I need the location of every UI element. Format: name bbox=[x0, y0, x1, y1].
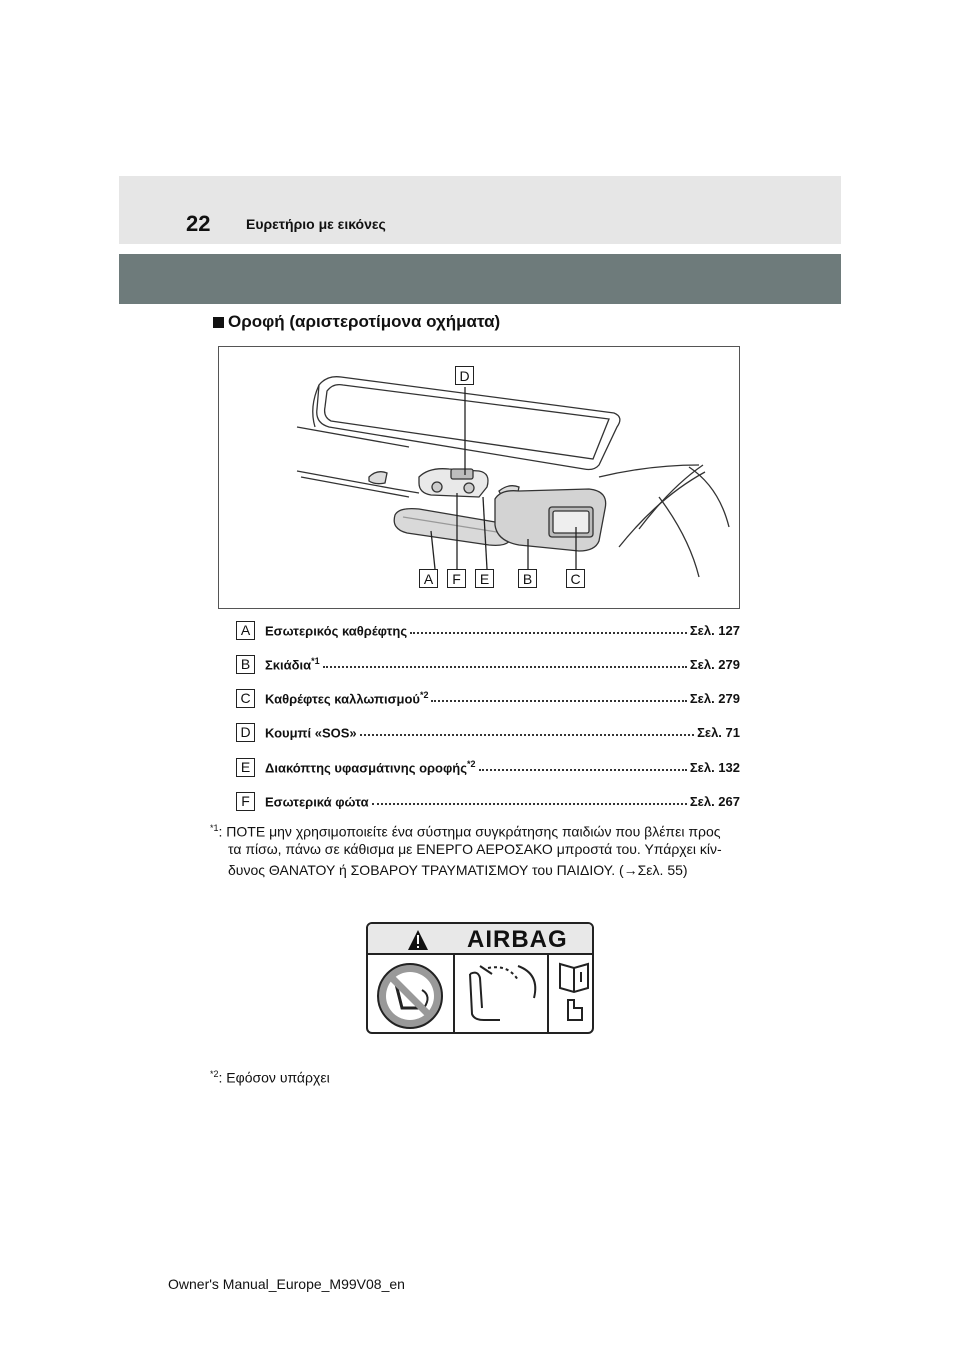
legend-row bbox=[236, 756, 740, 778]
dot-leader bbox=[479, 759, 687, 771]
callout-d: D bbox=[455, 366, 474, 385]
no-rear-facing-child-seat-icon bbox=[378, 964, 442, 1028]
section-band bbox=[119, 254, 841, 304]
footnote-line: : ΠΟΤΕ μην χρησιμοποιείτε ένα σύστημα συγκράτησης παιδιών που βλέπει προς bbox=[218, 823, 721, 840]
legend-page-ref[interactable]: Σελ. 71 bbox=[697, 724, 740, 740]
callout-f: F bbox=[447, 569, 466, 588]
dot-leader bbox=[372, 793, 687, 805]
warning-triangle-icon bbox=[408, 930, 428, 950]
footer-manual-id: Owner's Manual_Europe_M99V08_en bbox=[168, 1276, 405, 1292]
legend-row bbox=[236, 721, 740, 743]
dot-leader bbox=[323, 656, 687, 668]
dot-leader bbox=[410, 622, 687, 634]
legend-label: Καθρέφτες καλλωπισμού$^{*2}$ bbox=[265, 689, 429, 707]
ceiling-figure bbox=[218, 346, 740, 609]
header-bar bbox=[119, 176, 841, 244]
callout-a: A bbox=[419, 569, 438, 588]
legend-page-ref[interactable]: Σελ. 279 bbox=[689, 656, 740, 672]
footnote-text: : Εφόσον υπάρχει bbox=[218, 1069, 330, 1086]
legend-page-ref[interactable]: Σελ. 127 bbox=[689, 622, 740, 638]
square-bullet-icon bbox=[213, 317, 224, 328]
legend-page-ref[interactable]: Σελ. 132 bbox=[689, 759, 740, 775]
legend-letter: D bbox=[236, 723, 255, 742]
legend-page-ref[interactable]: Σελ. 279 bbox=[689, 690, 740, 706]
footnote-marker: *2 bbox=[210, 1069, 219, 1079]
legend-letter: C bbox=[236, 689, 255, 708]
airbag-warning-label bbox=[366, 922, 594, 1034]
legend-page-ref[interactable]: Σελ. 267 bbox=[689, 793, 740, 809]
callout-b: B bbox=[518, 569, 537, 588]
legend-row bbox=[236, 653, 740, 675]
legend-label: Εσωτερικά φώτα bbox=[265, 794, 369, 810]
subheading-text: Οροφή (αριστεροτίμονα οχήματα) bbox=[228, 312, 501, 331]
seat-airbag-icon bbox=[470, 966, 535, 1020]
footnote-marker: *1 bbox=[210, 823, 219, 833]
legend-label: Διακόπτης υφασμάτινης οροφής$^{*2}$ bbox=[265, 758, 476, 776]
footnote-2 bbox=[210, 1064, 330, 1089]
legend-row bbox=[236, 619, 740, 641]
dot-leader bbox=[360, 724, 694, 736]
legend-label: Κουμπί «SOS» bbox=[265, 725, 357, 741]
footnote-1-line-2: τα πίσω, πάνω σε κάθισμα με ΕΝΕΡΓΟ ΑΕΡΟΣΑΚΟ μπροστά του. Υπάρχει κίν- bbox=[228, 841, 722, 857]
legend-label: Εσωτερικός καθρέφτης bbox=[265, 623, 408, 639]
read-manual-icon bbox=[560, 964, 588, 1020]
legend-letter: F bbox=[236, 792, 255, 811]
legend-row bbox=[236, 790, 740, 812]
legend-letter: B bbox=[236, 655, 255, 674]
callout-c: C bbox=[566, 569, 585, 588]
legend-label: Σκιάδια$^{*1}$ bbox=[265, 655, 320, 673]
legend-row bbox=[236, 687, 740, 709]
subheading bbox=[213, 312, 500, 332]
legend-letter: A bbox=[236, 621, 255, 640]
page-number: 22 bbox=[186, 211, 211, 236]
dot-leader bbox=[431, 690, 686, 702]
section-title: Ευρετήριο με εικόνες bbox=[246, 216, 386, 232]
legend-letter: E bbox=[236, 758, 255, 777]
footnote-1-line-3: δυνος ΘΑΝΑΤΟΥ ή ΣΟΒΑΡΟΥ ΤΡΑΥΜΑΤΙΣΜΟΥ του ΠΑΙΔΙΟΥ. (→Σελ. 55) bbox=[228, 862, 688, 878]
airbag-title: AIRBAG bbox=[467, 926, 568, 953]
callout-e: E bbox=[475, 569, 494, 588]
